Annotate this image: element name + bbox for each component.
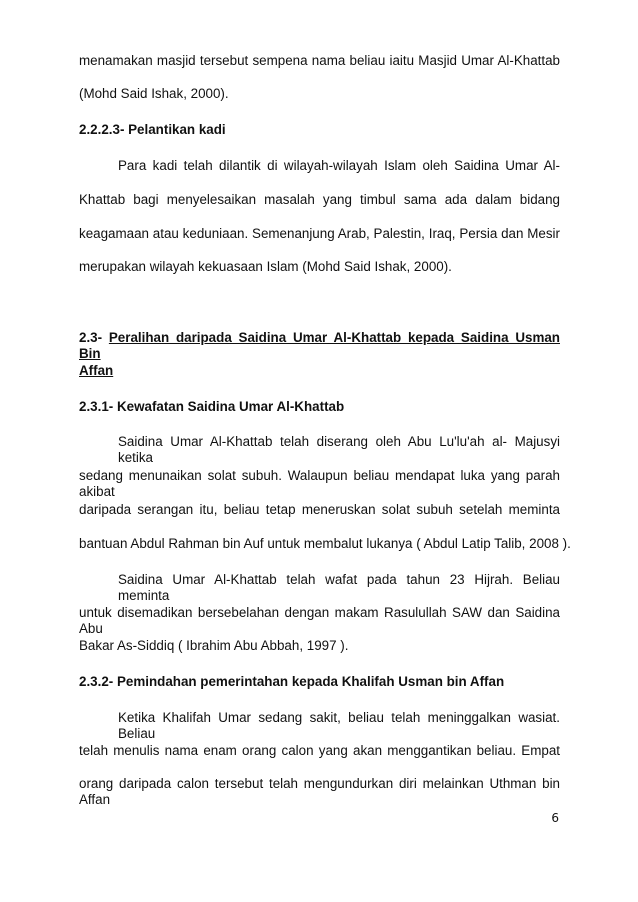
section-title-continued: Affan	[79, 363, 114, 378]
paragraph-line: menamakan masjid tersebut sempena nama beliau iaitu Masjid Umar Al-Khattab	[79, 53, 560, 68]
section-title: Peralihan daripada Saidina Umar Al-Khattab kepada Saidina Usman Bin	[79, 330, 560, 361]
paragraph-line: telah menulis nama enam orang calon yang akan menggantikan beliau. Empat	[79, 743, 560, 758]
paragraph-line: Saidina Umar Al-Khattab telah wafat pada tahun 23 Hijrah. Beliau meminta	[118, 572, 560, 603]
paragraph-line: Khattab bagi menyelesaikan masalah yang timbul sama ada dalam bidang	[79, 192, 560, 207]
page-number: 6	[551, 811, 559, 825]
paragraph-line: Para kadi telah dilantik di wilayah-wilayah Islam oleh Saidina Umar Al-	[118, 158, 560, 173]
paragraph-line: bantuan Abdul Rahman bin Auf untuk membalut lukanya ( Abdul Latip Talib, 2008 ).	[79, 536, 571, 551]
paragraph-line: untuk disemadikan bersebelahan dengan makam Rasulullah SAW dan Saidina Abu	[79, 605, 560, 636]
paragraph-line: keagamaan atau keduniaan. Semenanjung Arab, Palestin, Iraq, Persia dan Mesir	[79, 226, 560, 241]
section-heading-2-3-1: 2.3.1- Kewafatan Saidina Umar Al-Khattab	[79, 399, 345, 414]
section-heading-2-2-2-3: 2.2.2.3- Pelantikan kadi	[79, 122, 226, 137]
paragraph-line: Ketika Khalifah Umar sedang sakit, beliau telah meninggalkan wasiat. Beliau	[118, 710, 560, 741]
paragraph-line: Bakar As-Siddiq ( Ibrahim Abu Abbah, 1997 ).	[79, 638, 349, 653]
paragraph-line: Saidina Umar Al-Khattab telah diserang oleh Abu Lu'lu'ah al- Majusyi ketika	[118, 434, 560, 465]
paragraph-line: sedang menunaikan solat subuh. Walaupun beliau mendapat luka yang parah akibat	[79, 468, 560, 499]
paragraph-line: merupakan wilayah kekuasaan Islam (Mohd Said Ishak, 2000).	[79, 259, 452, 274]
paragraph-line: (Mohd Said Ishak, 2000).	[79, 86, 229, 101]
paragraph-line: daripada serangan itu, beliau tetap meneruskan solat subuh setelah meminta	[79, 502, 560, 517]
section-number: 2.3-	[79, 330, 103, 345]
section-heading-2-3-2: 2.3.2- Pemindahan pemerintahan kepada Khalifah Usman bin Affan	[79, 674, 505, 689]
section-heading-2-3	[79, 330, 560, 362]
paragraph-line: orang daripada calon tersebut telah mengundurkan diri melainkan Uthman bin Affan	[79, 776, 560, 807]
